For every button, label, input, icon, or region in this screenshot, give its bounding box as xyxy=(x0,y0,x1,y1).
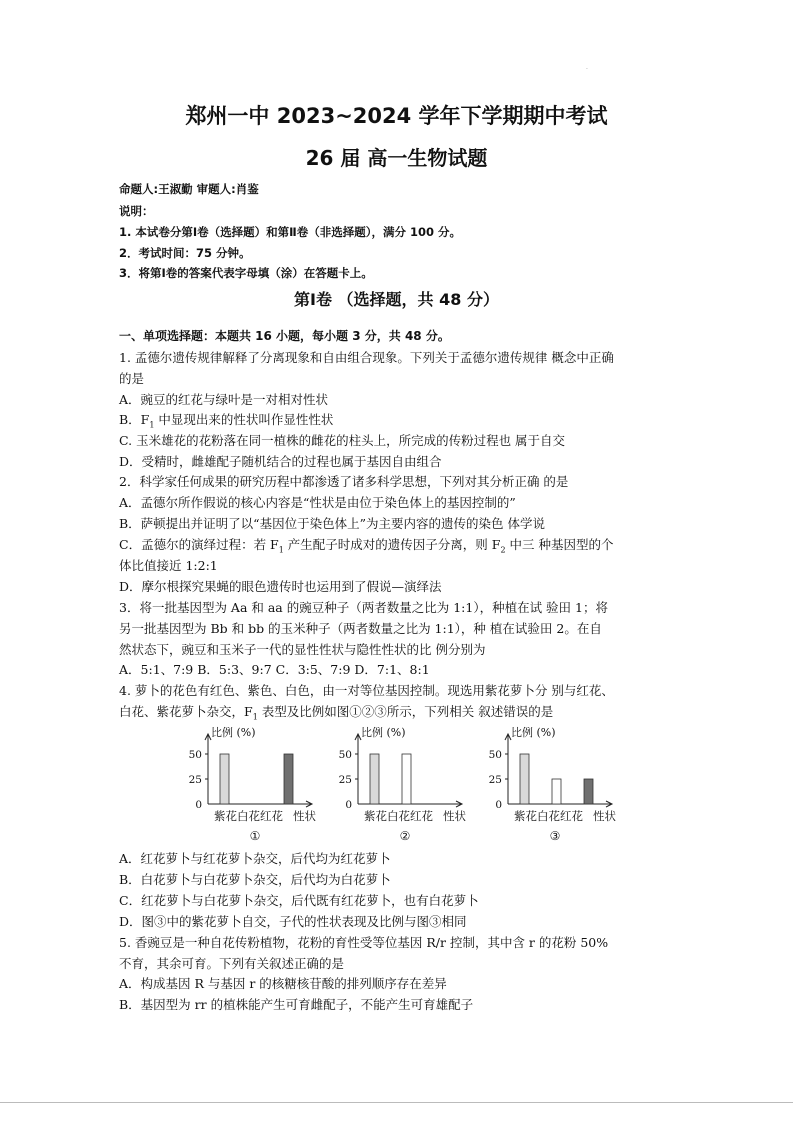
q1-option-c: C. 玉米雄花的花粉落在同一植株的雌花的柱头上，所完成的传粉过程也 属于自交 xyxy=(119,433,566,448)
chart-3-figure-label: ③ xyxy=(549,829,561,843)
chart-3-bar-红花 xyxy=(584,779,593,804)
page-bottom-rule xyxy=(0,1102,793,1103)
q2-option-c-cont: 体比值接近 1:2:1 xyxy=(119,558,218,573)
authors-line: 命题人:王淑勤 审题人:肖鉴 xyxy=(119,182,259,196)
q1-option-d: D．受精时，雌雄配子随机结合的过程也属于基因自由组合 xyxy=(119,454,442,469)
chart-3-xlabel: 性状 xyxy=(593,809,616,823)
q2-option-d: D．摩尔根探究果蝇的眼色遗传时也运用到了假说—演绎法 xyxy=(119,579,442,594)
chart-2-bar-白花 xyxy=(402,754,411,804)
q3-options: A．5:1、7:9 B．5:3、9:7 C．3:5、7:9 D．7:1、8:1 xyxy=(119,662,430,677)
chart-2-xlabel: 性状 xyxy=(443,809,466,823)
q5-option-a: A．构成基因 R 与基因 r 的核糖核苷酸的排列顺序存在差异 xyxy=(119,976,447,991)
q3-stem-line3: 然状态下，豌豆和玉米子一代的显性性状与隐性性状的比 例分别为 xyxy=(119,642,486,657)
chart-3-ylabel: 比例 (%) xyxy=(511,726,556,739)
part-heading: 一、单项选择题：本题共 16 小题，每小题 3 分，共 48 分。 xyxy=(119,329,450,343)
q5-option-b: B．基因型为 rr 的植株能产生可育雌配子，不能产生可育雄配子 xyxy=(119,997,474,1012)
chart-3-bar-白花 xyxy=(552,779,561,804)
q5-stem-line1: 5. 香豌豆是一种自花传粉植物，花粉的育性受等位基因 R/r 控制，其中含 r 的花粉 50% xyxy=(119,935,609,950)
q4-option-b: B．白花萝卜与白花萝卜杂交，后代均为白花萝卜 xyxy=(119,872,391,887)
q4-charts xyxy=(170,720,630,850)
corner-dot: . xyxy=(586,64,588,71)
chart-1-bar-红花 xyxy=(284,754,293,804)
chart-3-tick-label-50: 50 xyxy=(488,749,502,761)
chart-1-xlabel: 性状 xyxy=(293,809,316,823)
chart-2-tick-label-50: 50 xyxy=(338,749,352,761)
chart-1-figure-label: ① xyxy=(249,829,261,843)
section-title: 第Ⅰ卷 （选择题，共 48 分） xyxy=(294,290,499,309)
q4-stem-line1: 4. 萝卜的花色有红色、紫色、白色，由一对等位基因控制。现选用紫花萝卜分 别与红花、 xyxy=(119,683,614,698)
chart-1-category-labels: 紫花白花红花 xyxy=(214,809,283,823)
q1-option-a: A．豌豆的红花与绿叶是一对相对性状 xyxy=(119,392,329,407)
chart-1-tick-label-0: 0 xyxy=(195,799,202,811)
q4-option-a: A．红花萝卜与红花萝卜杂交，后代均为红花萝卜 xyxy=(119,851,391,866)
q2-stem: 2．科学家任何成果的研究历程中都渗透了诸多科学思想，下列对其分析正确 的是 xyxy=(119,474,569,489)
chart-1-tick-label-50: 50 xyxy=(188,749,202,761)
q4-option-d: D．图③中的紫花萝卜自交，子代的性状表现及比例与图③相同 xyxy=(119,914,467,929)
q1-option-b: B．$F_1$ 中显现出来的性状叫作显性性状 xyxy=(119,412,334,430)
instruction-1: 1. 本试卷分第Ⅰ卷（选择题）和第Ⅱ卷（非选择题），满分 100 分。 xyxy=(119,225,461,239)
exam-subtitle: 26 届 高一生物试题 xyxy=(305,146,488,170)
chart-3-bar-紫花 xyxy=(520,754,529,804)
q4-stem-line2: 白花、紫花萝卜杂交，$F_1$ 表型及比例如图①②③所示，下列相关 叙述错误的是 xyxy=(119,704,554,722)
instruction-3: 3．将第Ⅰ卷的答案代表字母填（涂）在答题卡上。 xyxy=(119,266,373,280)
q2-option-a: A．孟德尔所作假说的核心内容是“性状是由位于染色体上的基因控制的” xyxy=(119,495,516,510)
q2-option-c: C．孟德尔的演绎过程：若 $F_1$ 产生配子时成对的遗传因子分离，则 $F_2$ 中三 种基因型的个 xyxy=(119,537,614,555)
chart-1-bar-紫花 xyxy=(220,754,229,804)
chart-1-tick-label-25: 25 xyxy=(188,774,202,786)
q3-stem-line2: 另一批基因型为 Bb 和 bb 的玉米种子（两者数量之比为 1:1），种 植在试验田 2。在自 xyxy=(119,621,602,636)
chart-2-ylabel: 比例 (%) xyxy=(361,726,406,739)
q3-stem-line1: 3．将一批基因型为 Aa 和 aa 的豌豆种子（两者数量之比为 1:1），种植在试 验田 1；将 xyxy=(119,600,608,615)
chart-2-category-labels: 紫花白花红花 xyxy=(364,809,433,823)
chart-3-category-labels: 紫花白花红花 xyxy=(514,809,583,823)
chart-3-tick-label-25: 25 xyxy=(488,774,502,786)
q1-stem-line1: 1. 孟德尔遗传规律解释了分离现象和自由组合现象。下列关于孟德尔遗传规律 概念中正确 xyxy=(119,350,614,365)
exam-title: 郑州一中 2023~2024 学年下学期期中考试 xyxy=(185,104,608,128)
instruction-2: 2．考试时间：75 分钟。 xyxy=(119,246,251,260)
chart-2-bar-紫花 xyxy=(370,754,379,804)
q4-option-c: C．红花萝卜与白花萝卜杂交，后代既有红花萝卜，也有白花萝卜 xyxy=(119,893,479,908)
q2-option-b: B．萨顿提出并证明了以“基因位于染色体上”为主要内容的遗传的染色 体学说 xyxy=(119,516,545,531)
q5-stem-line2: 不育，其余可育。下列有关叙述正确的是 xyxy=(119,956,345,971)
chart-2-figure-label: ② xyxy=(399,829,411,843)
chart-2-tick-label-25: 25 xyxy=(338,774,352,786)
chart-1-ylabel: 比例 (%) xyxy=(211,726,256,739)
chart-3-tick-label-0: 0 xyxy=(495,799,502,811)
q1-stem-line2: 的是 xyxy=(119,371,145,386)
instructions-heading: 说明： xyxy=(119,204,154,218)
chart-2-tick-label-0: 0 xyxy=(345,799,352,811)
